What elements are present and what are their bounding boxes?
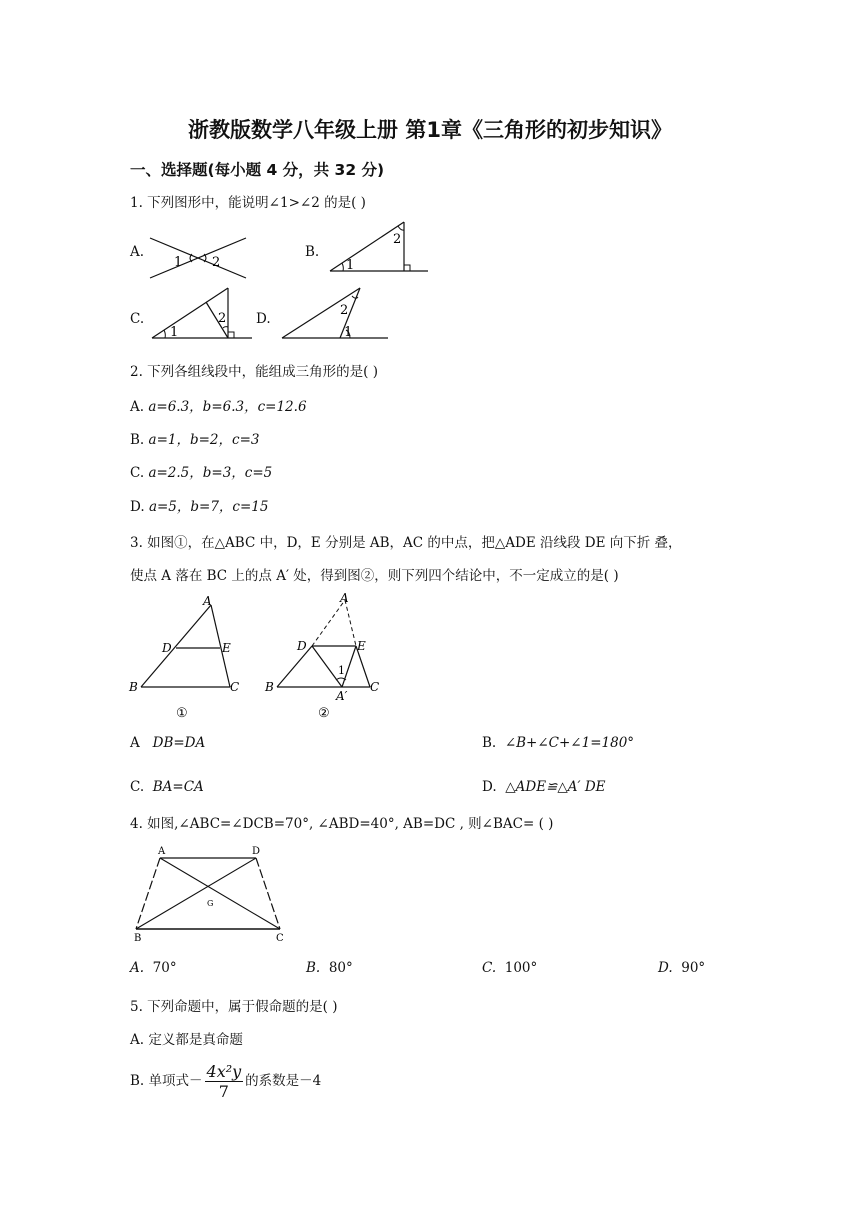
q3-stem-line2: 使点 A 落在 BC 上的点 A′ 处，得到图②，则下列四个结论中，不一定成立的是( ) [130, 568, 619, 584]
q4-point-d: D [252, 846, 261, 857]
q1-figure-b [322, 218, 432, 276]
q3-figure-2 [262, 590, 392, 724]
fig2-point-a-prime: A′ [336, 689, 348, 703]
q1d-angle-2: 2 [340, 303, 349, 318]
q3-option-b: B. ∠B+∠C+∠1=180° [482, 735, 635, 751]
q5-option-a: A. 定义都是真命题 [130, 1032, 243, 1048]
q4-point-g: G [207, 899, 214, 908]
q5-option-b: B. 单项式－ $\frac{\text{4x²y}}{7}$ 的系数是－4 [130, 1062, 322, 1101]
fig2-point-c: C [370, 680, 380, 694]
fig1-point-c: C [230, 680, 240, 694]
q4-option-b: B. 80° [306, 960, 353, 976]
q1-option-a-label: A. [130, 244, 145, 260]
fig1-point-b: B [129, 680, 138, 694]
q1c-angle-1: 1 [170, 325, 179, 340]
section-heading: 一、选择题(每小题 4 分，共 32 分) [130, 161, 385, 179]
q3-option-d: D. △ADE≌△A′ DE [482, 779, 606, 795]
page-title: 浙教版数学八年级上册 第1章《三角形的初步知识》 [188, 118, 672, 142]
q4-point-a: A [158, 846, 166, 857]
q4-option-c: C. 100° [482, 960, 538, 976]
fig2-point-e: E [357, 639, 366, 653]
q2-option-a: A. a=6.3，b=6.3，c=12.6 [130, 399, 307, 415]
q1b-angle-1: 1 [346, 258, 355, 273]
q4-option-d: D. 90° [658, 960, 706, 976]
fig2-point-a: A [340, 591, 349, 605]
q5-fraction: $\frac{\text{4x²y}}{7}$ [206, 1062, 242, 1101]
fig1-point-d: D [162, 641, 172, 655]
q3-option-a: A DB=DA [130, 735, 206, 751]
q1a-angle-1: 1 [174, 255, 183, 270]
q4-stem: 4. 如图,∠ABC=∠DCB=70°, ∠ABD=40°, AB=DC , 则∠BAC= ( ) [130, 816, 554, 832]
q1-option-b-label: B. [305, 244, 320, 260]
fig2-point-b: B [265, 680, 274, 694]
q3-option-c: C. BA=CA [130, 779, 204, 795]
q4-figure [128, 840, 292, 946]
fig1-caption: ① [176, 706, 188, 721]
q5-stem: 5. 下列命题中，属于假命题的是( ) [130, 999, 338, 1015]
q1d-angle-1: 1 [344, 325, 353, 340]
fig1-point-e: E [222, 641, 231, 655]
q1b-angle-2: 2 [393, 232, 402, 247]
fig2-point-d: D [297, 639, 307, 653]
fig2-angle-1: 1 [338, 664, 345, 677]
q2-stem: 2. 下列各组线段中，能组成三角形的是( ) [130, 364, 378, 380]
q2-option-b: B. a=1，b=2，c=3 [130, 432, 260, 448]
q3-stem-line1: 3. 如图①，在△ABC 中，D，E 分别是 AB，AC 的中点，把△ADE 沿线段 DE 向下折 叠， [130, 535, 682, 551]
fig2-caption: ② [318, 706, 330, 721]
q1-figure-c [148, 284, 254, 342]
q3-figure-1 [126, 590, 256, 724]
q1-stem: 1. 下列图形中，能说明∠1>∠2 的是( ) [130, 195, 366, 211]
q4-point-b: B [134, 933, 142, 944]
q1-option-c-label: C. [130, 311, 145, 327]
q1a-angle-2: 2 [212, 255, 221, 270]
q1-option-d-label: D. [256, 311, 271, 327]
q1-figure-a [148, 234, 248, 284]
fig1-point-a: A [203, 594, 212, 608]
q4-option-a: A. 70° [130, 960, 177, 976]
q1-figure-d [278, 284, 392, 342]
q4-point-c: C [276, 933, 284, 944]
q1c-angle-2: 2 [218, 311, 227, 326]
q2-option-d: D. a=5，b=7，c=15 [130, 499, 269, 515]
q2-option-c: C. a=2.5，b=3，c=5 [130, 465, 273, 481]
